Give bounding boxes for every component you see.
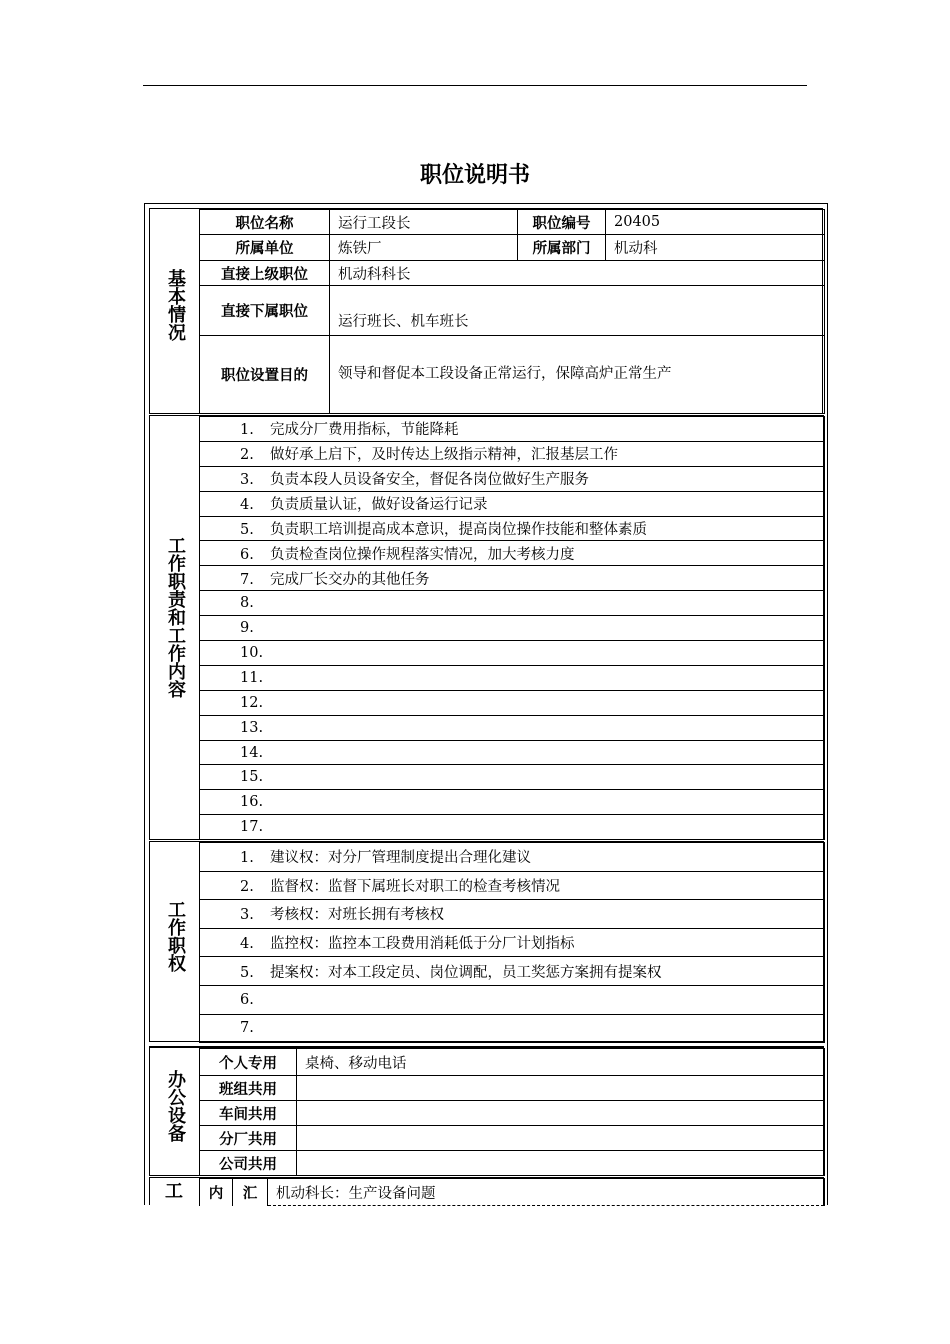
authority-item-text: 建议权：对分厂管理制度提出合理化建议	[270, 850, 531, 867]
duties-section	[149, 415, 824, 840]
duty-item-row	[200, 616, 825, 641]
equipment-label: 公司共用	[200, 1151, 297, 1176]
duty-item-row	[200, 541, 825, 566]
equipment-value	[297, 1126, 825, 1151]
authority-item-cell	[200, 985, 825, 1014]
basic-info-section	[149, 208, 823, 414]
equipment-row	[200, 1049, 825, 1076]
authority-section	[149, 841, 824, 1042]
authority-item-cell	[200, 871, 825, 900]
position-code-label: 职位编号	[518, 210, 606, 235]
duties-table	[199, 416, 825, 840]
authority-item-text: 监督权：监督下属班长对职工的检查考核情况	[270, 878, 560, 895]
subordinate-value: 运行班长、机车班长	[330, 286, 825, 336]
position-code-value: 20405	[606, 210, 825, 235]
duty-item-row	[200, 765, 825, 790]
duty-item-cell	[200, 466, 825, 491]
duty-item-cell	[200, 641, 825, 666]
header-rule	[143, 85, 807, 86]
authority-item-cell	[200, 957, 825, 986]
authority-item-number: 1.	[240, 850, 254, 867]
equipment-label: 个人专用	[200, 1049, 297, 1076]
position-name-label: 职位名称	[200, 210, 330, 235]
duty-item-number: 4.	[240, 497, 254, 514]
authority-item-number: 2.	[240, 878, 254, 895]
authority-item-row	[200, 871, 825, 900]
unit-label: 所属单位	[200, 235, 330, 261]
superior-label: 直接上级职位	[200, 261, 330, 286]
purpose-value: 领导和督促本工段设备正常运行，保障高炉正常生产	[330, 336, 825, 414]
duty-item-row	[200, 665, 825, 690]
authority-item-number: 6.	[240, 991, 254, 1008]
duty-item-cell	[200, 516, 825, 541]
duty-item-row	[200, 491, 825, 516]
duty-item-cell	[200, 765, 825, 790]
superior-value: 机动科科长	[330, 261, 825, 286]
duty-item-row	[200, 690, 825, 715]
authority-item-row	[200, 1014, 825, 1043]
duty-item-text: 完成分厂费用指标，节能降耗	[270, 422, 459, 439]
equipment-value: 桌椅、移动电话	[297, 1049, 825, 1076]
equipment-section	[149, 1046, 824, 1176]
relations-col-internal: 内	[200, 1179, 233, 1206]
duty-item-row	[200, 740, 825, 765]
duty-item-cell	[200, 616, 825, 641]
position-name-value: 运行工段长	[330, 210, 518, 235]
equipment-row	[200, 1101, 825, 1126]
duty-item-cell	[200, 690, 825, 715]
duty-item-number: 12.	[240, 694, 264, 711]
duty-item-cell	[200, 541, 825, 566]
equipment-value	[297, 1101, 825, 1126]
duty-item-number: 7.	[240, 571, 254, 588]
relations-table	[199, 1178, 825, 1206]
duty-item-row	[200, 516, 825, 541]
authority-item-cell	[200, 900, 825, 929]
duty-item-cell	[200, 665, 825, 690]
duty-item-cell	[200, 417, 825, 442]
equipment-table	[199, 1048, 825, 1176]
duty-item-number: 17.	[240, 819, 264, 836]
duty-item-number: 14.	[240, 744, 264, 761]
duty-item-row	[200, 790, 825, 815]
duty-item-row	[200, 441, 825, 466]
authority-item-row	[200, 928, 825, 957]
duty-item-number: 15.	[240, 769, 264, 786]
duty-item-cell	[200, 715, 825, 740]
duty-item-number: 9.	[240, 620, 254, 637]
authority-item-row	[200, 900, 825, 929]
unit-value: 炼铁厂	[330, 235, 518, 261]
authority-item-row	[200, 985, 825, 1014]
duty-item-cell	[200, 790, 825, 815]
duty-item-cell	[200, 740, 825, 765]
duty-item-number: 6.	[240, 546, 254, 563]
authority-item-number: 7.	[240, 1020, 254, 1037]
authority-item-cell	[200, 1014, 825, 1043]
dept-value: 机动科	[606, 235, 825, 261]
equipment-label: 分厂共用	[200, 1126, 297, 1151]
equipment-row	[200, 1151, 825, 1176]
duty-item-text: 负责检查岗位操作规程落实情况，加大考核力度	[270, 546, 575, 563]
authority-item-text: 考核权：对班长拥有考核权	[270, 907, 444, 924]
duty-item-text: 负责质量认证，做好设备运行记录	[270, 497, 488, 514]
duties-section-label: 工作职责和工作内容	[165, 536, 186, 698]
duty-item-cell	[200, 441, 825, 466]
duty-item-number: 2.	[240, 447, 254, 464]
equipment-label: 班组共用	[200, 1076, 297, 1101]
duty-item-cell	[200, 591, 825, 616]
duty-item-row	[200, 815, 825, 840]
duty-item-row	[200, 641, 825, 666]
equipment-label: 车间共用	[200, 1101, 297, 1126]
relations-section	[149, 1177, 824, 1205]
authority-item-row	[200, 957, 825, 986]
duty-item-row	[200, 715, 825, 740]
dept-label: 所属部门	[518, 235, 606, 261]
duty-item-number: 11.	[240, 669, 264, 686]
authority-item-text: 提案权：对本工段定员、岗位调配，员工奖惩方案拥有提案权	[270, 964, 662, 981]
duty-item-text: 做好承上启下，及时传达上级指示精神，汇报基层工作	[270, 447, 618, 464]
relations-section-label: 工	[165, 1181, 183, 1202]
duty-item-number: 8.	[240, 595, 254, 612]
relations-col-report: 汇	[233, 1179, 268, 1206]
authority-item-number: 3.	[240, 907, 254, 924]
equipment-value	[297, 1151, 825, 1176]
authority-item-cell	[200, 843, 825, 872]
duty-item-row	[200, 591, 825, 616]
equipment-row	[200, 1076, 825, 1101]
duty-item-number: 10.	[240, 644, 264, 661]
authority-item-text: 监控权：监控本工段费用消耗低于分厂计划指标	[270, 936, 575, 953]
duty-item-cell	[200, 566, 825, 591]
duty-item-number: 16.	[240, 794, 264, 811]
basic-section-label: 基本情况	[165, 269, 186, 341]
duty-item-text: 负责本段人员设备安全，督促各岗位做好生产服务	[270, 472, 589, 489]
authority-item-cell	[200, 928, 825, 957]
duty-item-cell	[200, 491, 825, 516]
basic-info-table	[199, 209, 825, 414]
duty-item-row	[200, 466, 825, 491]
authority-item-number: 5.	[240, 964, 254, 981]
duty-item-row	[200, 566, 825, 591]
authority-item-row	[200, 843, 825, 872]
authority-table	[199, 842, 825, 1043]
duty-item-number: 1.	[240, 422, 254, 439]
purpose-label: 职位设置目的	[200, 336, 330, 414]
duty-item-text: 完成厂长交办的其他任务	[270, 571, 430, 588]
equipment-section-label: 办公设备	[165, 1070, 186, 1142]
duty-item-row	[200, 417, 825, 442]
equipment-value	[297, 1076, 825, 1101]
duty-item-number: 5.	[240, 522, 254, 538]
duty-item-number: 13.	[240, 719, 264, 736]
authority-section-label: 工作职权	[165, 900, 186, 972]
page-title: 职位说明书	[419, 163, 530, 188]
duty-item-number: 3.	[240, 472, 254, 489]
relations-value: 机动科长：生产设备问题	[268, 1179, 825, 1206]
duty-item-cell	[200, 815, 825, 840]
subordinate-label: 直接下属职位	[200, 286, 330, 336]
authority-item-number: 4.	[240, 936, 254, 953]
duty-item-text: 负责职工培训提高成本意识，提高岗位操作技能和整体素质	[270, 522, 647, 538]
equipment-row	[200, 1126, 825, 1151]
